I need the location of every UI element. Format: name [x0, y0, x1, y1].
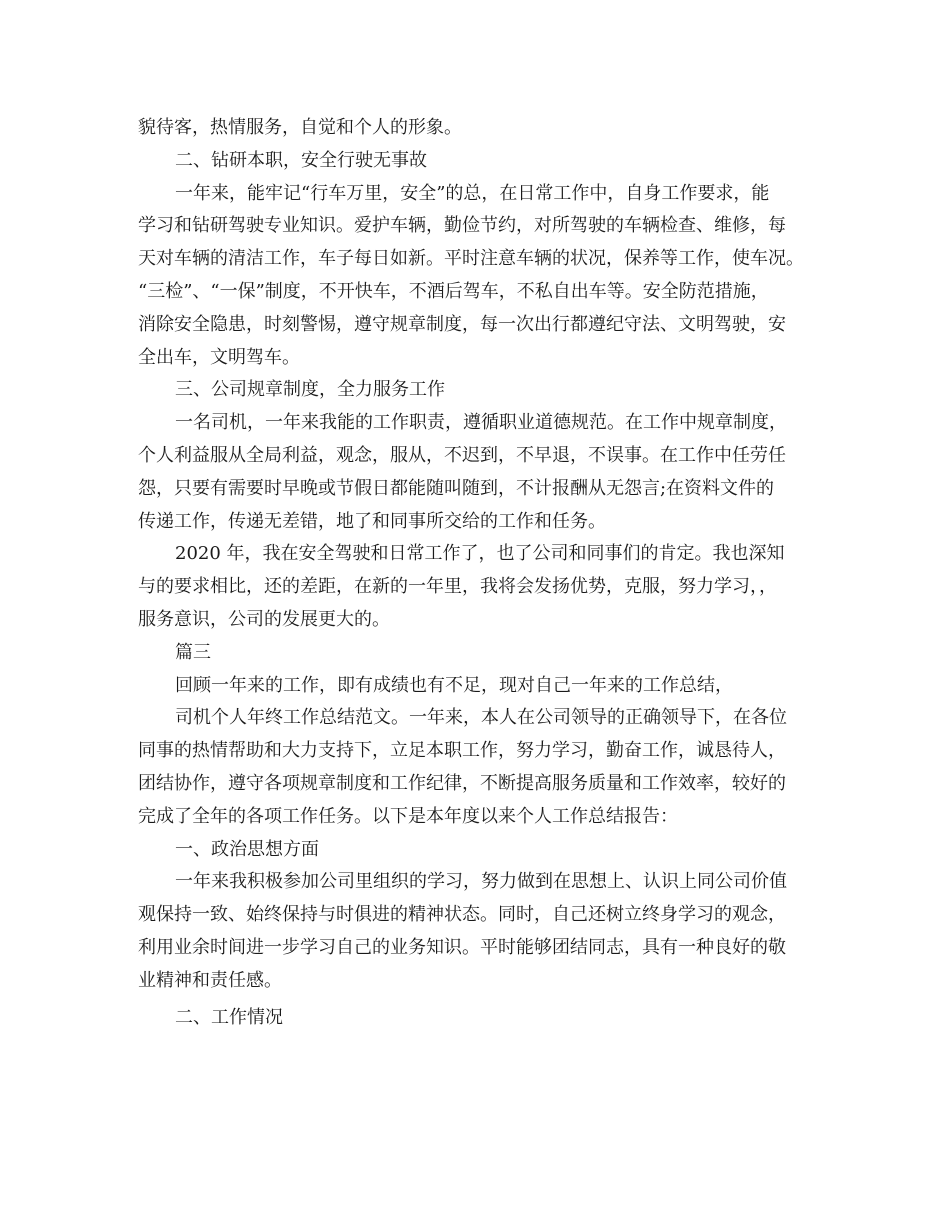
text-line: 业精神和责任感。 — [138, 969, 282, 991]
text-line: 消除安全隐患，时刻警惕，遵守规章制度，每一次出行都遵纪守法、文明驾驶，安 — [138, 313, 786, 335]
text-line: 服务意识，公司的发展更大的。 — [138, 608, 390, 630]
text-line: 怨，只要有需要时早晚或节假日都能随叫随到，不计报酬从无怨言;在资料文件的 — [138, 477, 775, 499]
paragraph-first-line: 一名司机，一年来我能的工作职责，遵循职业道德规范。在工作中规章制度， — [175, 412, 787, 434]
text-line: 个人利益服从全局利益，观念，服从，不迟到，不早退，不误事。在工作中任劳任 — [138, 444, 786, 466]
paragraph-first-line: 司机个人年终工作总结范文。一年来，本人在公司领导的正确领导下，在各位 — [175, 707, 787, 729]
section-heading: 一、政治思想方面 — [175, 838, 319, 860]
text-line: 传递工作，传递无差错，地了和同事所交给的工作和任务。 — [138, 510, 606, 532]
text-line: 同事的热情帮助和大力支持下，立足本职工作，努力学习，勤奋工作，诚恳待人， — [138, 740, 786, 762]
paragraph-first-line: 2020 年，我在安全驾驶和日常工作了，也了公司和同事们的肯定。我也深知 — [175, 543, 785, 565]
text-line: 团结协作，遵守各项规章制度和工作纪律，不断提高服务质量和工作效率，较好的 — [138, 772, 786, 794]
part-heading: 篇三 — [175, 641, 211, 663]
text-line: 学习和钻研驾驶专业知识。爱护车辆，勤俭节约，对所驾驶的车辆检查、维修，每 — [138, 215, 786, 237]
paragraph-first-line: 一年来我积极参加公司里组织的学习，努力做到在思想上、认识上同公司价值 — [175, 871, 787, 893]
document-body — [138, 112, 818, 1034]
section-heading: 三、公司规章制度，全力服务工作 — [175, 379, 445, 401]
paragraph-first-line: 回顾一年来的工作，即有成绩也有不足，现对自己一年来的工作总结， — [175, 674, 733, 696]
text-line: 观保持一致、始终保持与时俱进的精神状态。同时，自己还树立终身学习的观念， — [138, 904, 786, 926]
text-line: 与的要求相比，还的差距，在新的一年里，我将会发扬优势，克服，努力学习，， — [138, 576, 777, 598]
paragraph-first-line: 一年来，能牢记“行车万里，安全”的总，在日常工作中，自身工作要求，能 — [175, 182, 770, 204]
text-line: 全出车，文明驾车。 — [138, 346, 300, 368]
text-line: “三检”、“一保”制度，不开快车，不酒后驾车，不私自出车等。安全防范措施， — [138, 280, 769, 302]
text-line: 利用业余时间进一步学习自己的业务知识。平时能够团结同志，具有一种良好的敬 — [138, 936, 786, 958]
text-line: 貌待客，热情服务，自觉和个人的形象。 — [138, 117, 462, 138]
section-heading: 二、工作情况 — [175, 1006, 283, 1028]
text-line: 天对车辆的清洁工作，车子每日如新。平时注意车辆的状况，保养等工作，使车况。 — [138, 248, 804, 270]
text-line: 完成了全年的各项工作任务。以下是本年度以来个人工作总结报告： — [138, 805, 678, 827]
section-heading: 二、钻研本职，安全行驶无事故 — [175, 149, 427, 171]
